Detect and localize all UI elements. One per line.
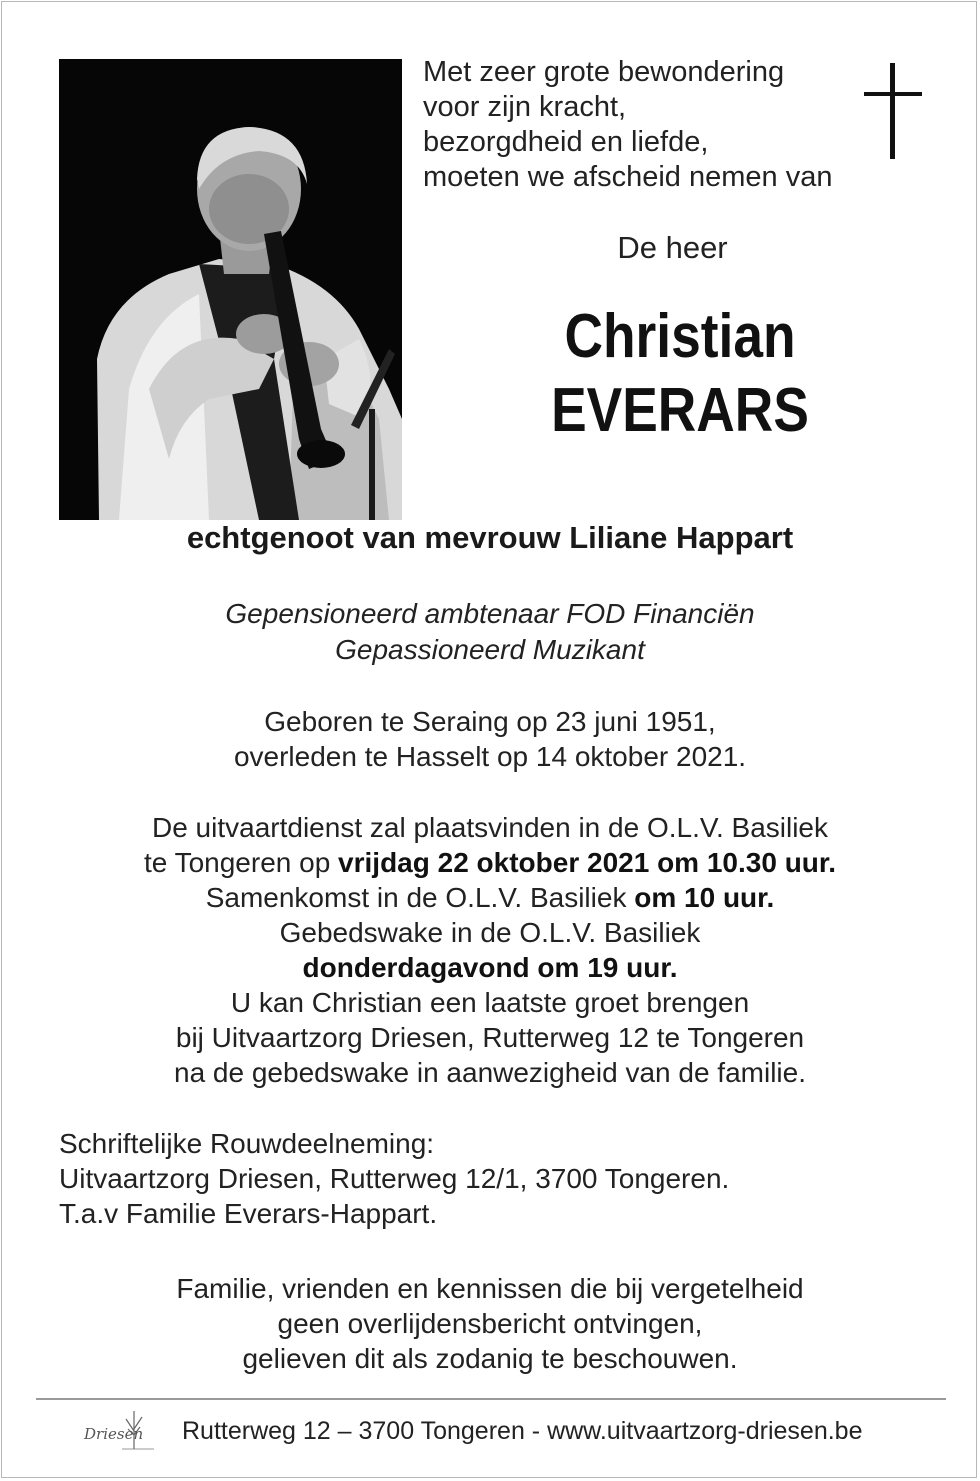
- condolence-line: Uitvaartzorg Driesen, Rutterweg 12/1, 3700 Tongeren.: [59, 1163, 730, 1194]
- service-line: U kan Christian een laatste groet brengen: [230, 987, 750, 1018]
- service-text: Samenkomst in de O.L.V. Basiliek: [205, 882, 635, 913]
- condolence-address: [59, 1126, 939, 1231]
- intro-line: bezorgdheid en liefde,: [423, 126, 709, 158]
- logo-text: Driesen: [84, 1425, 144, 1443]
- service-line: [0, 845, 980, 880]
- condolence-line: Schriftelijke Rouwdeelneming:: [59, 1128, 435, 1159]
- service-info: [0, 810, 980, 1090]
- first-name: Christian: [564, 302, 796, 371]
- service-text: te Tongeren op: [143, 847, 339, 878]
- gathering-time: om 10 uur.: [634, 882, 775, 913]
- cross-icon: [864, 63, 922, 159]
- roles: [0, 596, 980, 668]
- service-line: De uitvaartdienst zal plaatsvinden in de O.L.V. Basiliek: [151, 812, 829, 843]
- deceased-name: [530, 300, 831, 448]
- intro-line: moeten we afscheid nemen van: [423, 161, 833, 193]
- service-line: [0, 880, 980, 915]
- service-line: [0, 950, 980, 985]
- vigil-time: donderdagavond om 19 uur.: [302, 952, 678, 983]
- footer-address: Rutterweg 12 – 3700 Tongeren - www.uitvaartzorg-driesen.be: [182, 1417, 863, 1445]
- role-line: Gepassioneerd Muzikant: [335, 634, 645, 665]
- death-line: overleden te Hasselt op 14 oktober 2021.: [233, 741, 747, 772]
- portrait-photo: [59, 59, 402, 520]
- birth-line: Geboren te Seraing op 23 juni 1951,: [264, 706, 716, 737]
- closing-text: [0, 1271, 980, 1376]
- service-line: bij Uitvaartzorg Driesen, Rutterweg 12 te Tongeren: [175, 1022, 805, 1053]
- service-line: na de gebedswake in aanwezigheid van de familie.: [174, 1057, 806, 1088]
- intro-line: voor zijn kracht,: [423, 91, 627, 123]
- closing-line: geen overlijdensbericht ontvingen,: [277, 1308, 703, 1339]
- last-name: EVERARS: [551, 376, 809, 445]
- condolence-line: T.a.v Familie Everars-Happart.: [59, 1198, 438, 1229]
- service-datetime: vrijdag 22 oktober 2021 om 10.30 uur.: [338, 847, 837, 878]
- life-dates: [0, 704, 980, 774]
- intro-line: Met zeer grote bewondering: [423, 56, 785, 88]
- intro-text: [423, 55, 863, 195]
- spouse-line: echtgenoot van mevrouw Liliane Happart: [186, 520, 794, 555]
- footer-divider: [36, 1398, 946, 1400]
- closing-line: Familie, vrienden en kennissen die bij vergetelheid: [176, 1273, 804, 1304]
- driesen-logo: [82, 1405, 162, 1455]
- closing-line: gelieven dit als zodanig te beschouwen.: [242, 1343, 738, 1374]
- service-line: Gebedswake in de O.L.V. Basiliek: [279, 917, 701, 948]
- salutation: De heer: [617, 230, 728, 265]
- role-line: Gepensioneerd ambtenaar FOD Financiën: [225, 598, 755, 629]
